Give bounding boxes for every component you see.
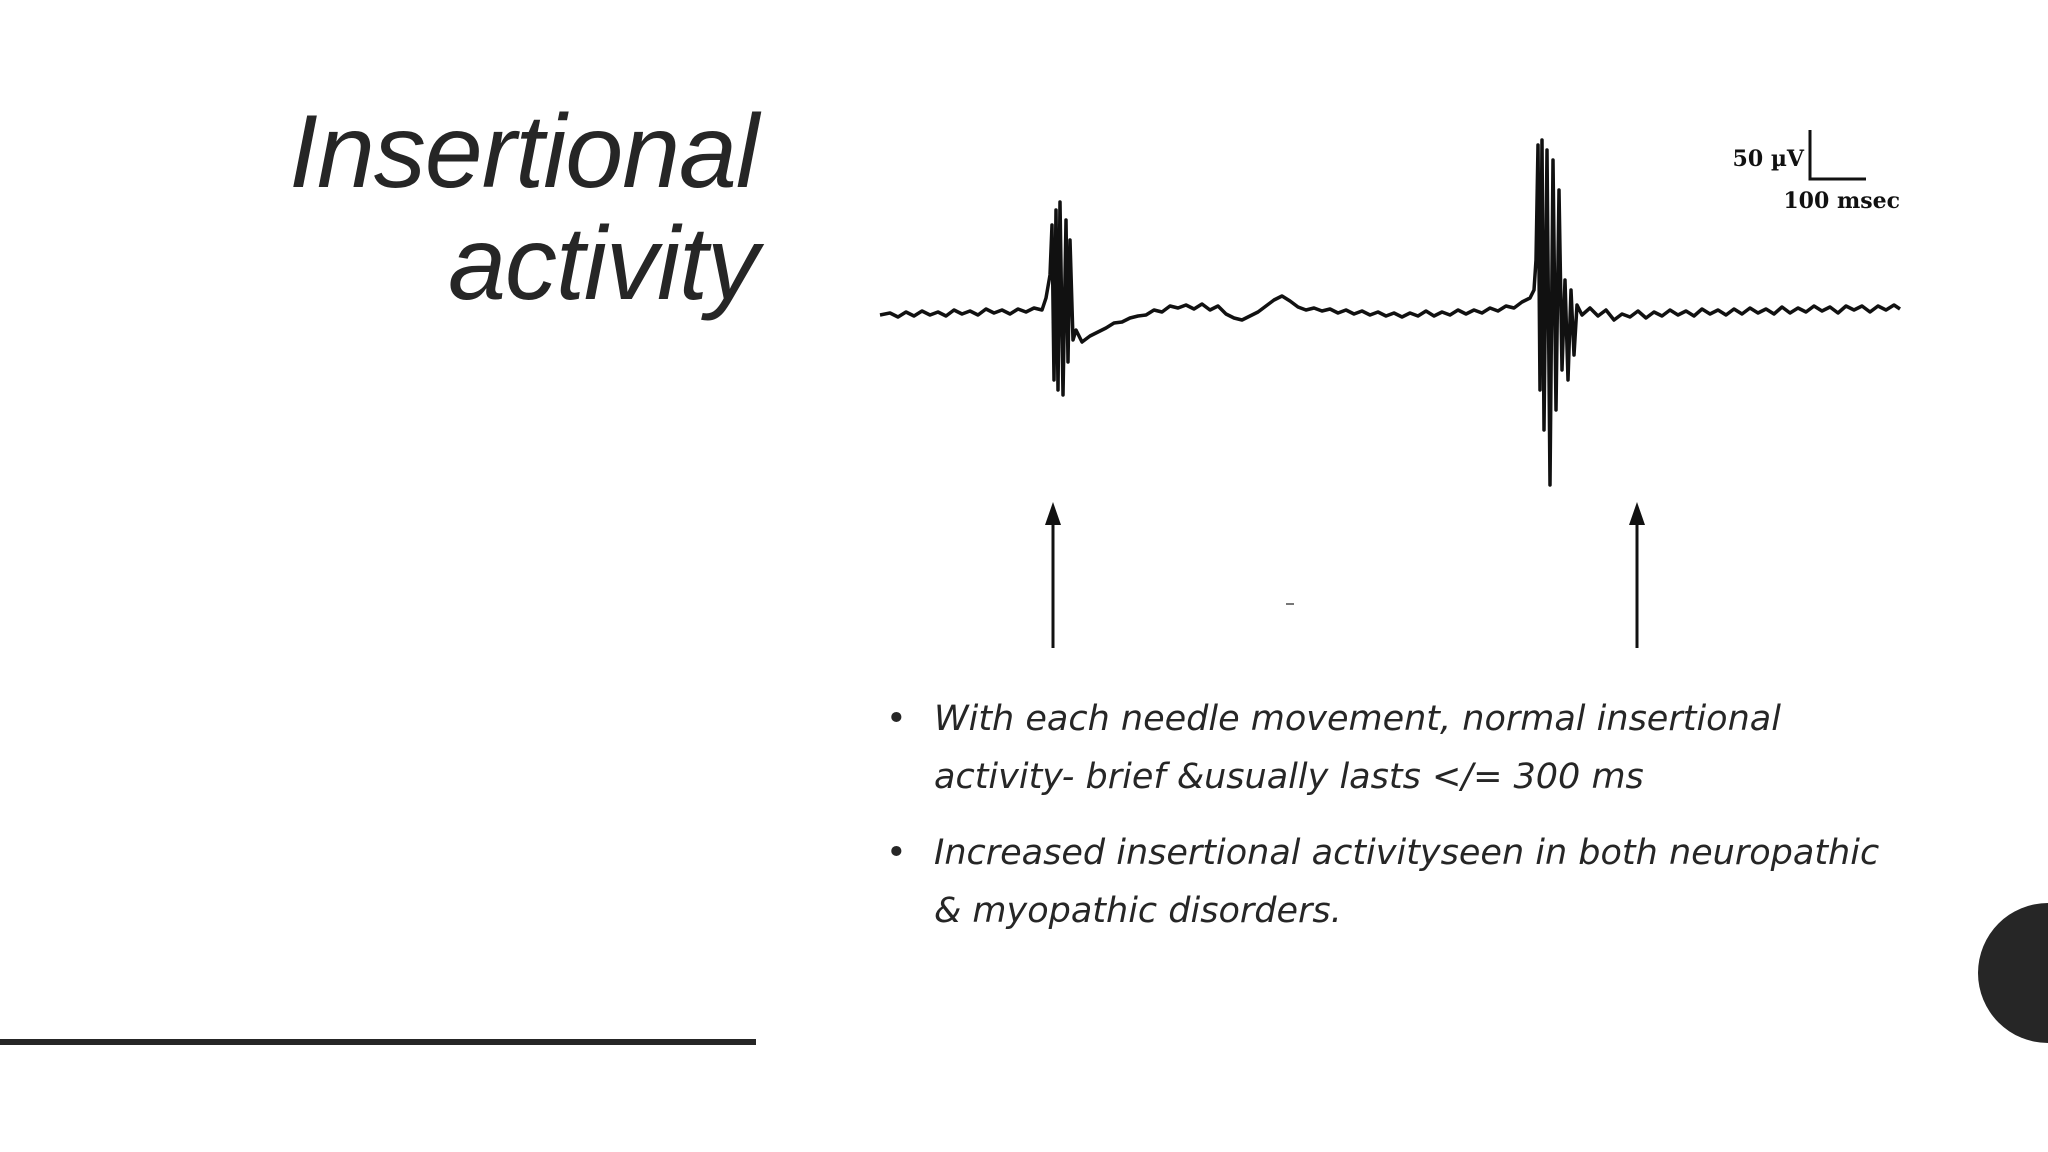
bullet-item-2 <box>882 824 1912 940</box>
scale-time-label: 100 msec <box>1783 188 1900 214</box>
bullet-marker: • <box>886 699 907 739</box>
bottom-divider-line <box>0 1039 756 1045</box>
emg-trace-figure <box>870 130 1910 660</box>
arrow-head-2 <box>1629 502 1645 525</box>
bullet-text-1: With each needle movement, normal insertional activity- brief &usually lasts </= 300 ms <box>934 699 1781 797</box>
bullet-marker: • <box>886 833 907 873</box>
emg-baseline-trace <box>880 140 1900 485</box>
bullet-text-2: Increased insertional activityseen in both neuropathic & myopathic disorders. <box>934 833 1880 931</box>
slide-title <box>58 96 758 320</box>
emg-trace-svg <box>870 130 1910 660</box>
title-line-1: Insertional <box>289 94 758 210</box>
arrow-head-1 <box>1045 502 1061 525</box>
scale-bar <box>1810 130 1866 179</box>
corner-decoration-circle <box>1978 903 2048 1043</box>
title-line-2: activity <box>448 206 758 322</box>
bullet-list <box>882 690 1912 958</box>
bullet-item-1 <box>882 690 1912 806</box>
scale-voltage-label: 50 µV <box>1732 146 1804 172</box>
